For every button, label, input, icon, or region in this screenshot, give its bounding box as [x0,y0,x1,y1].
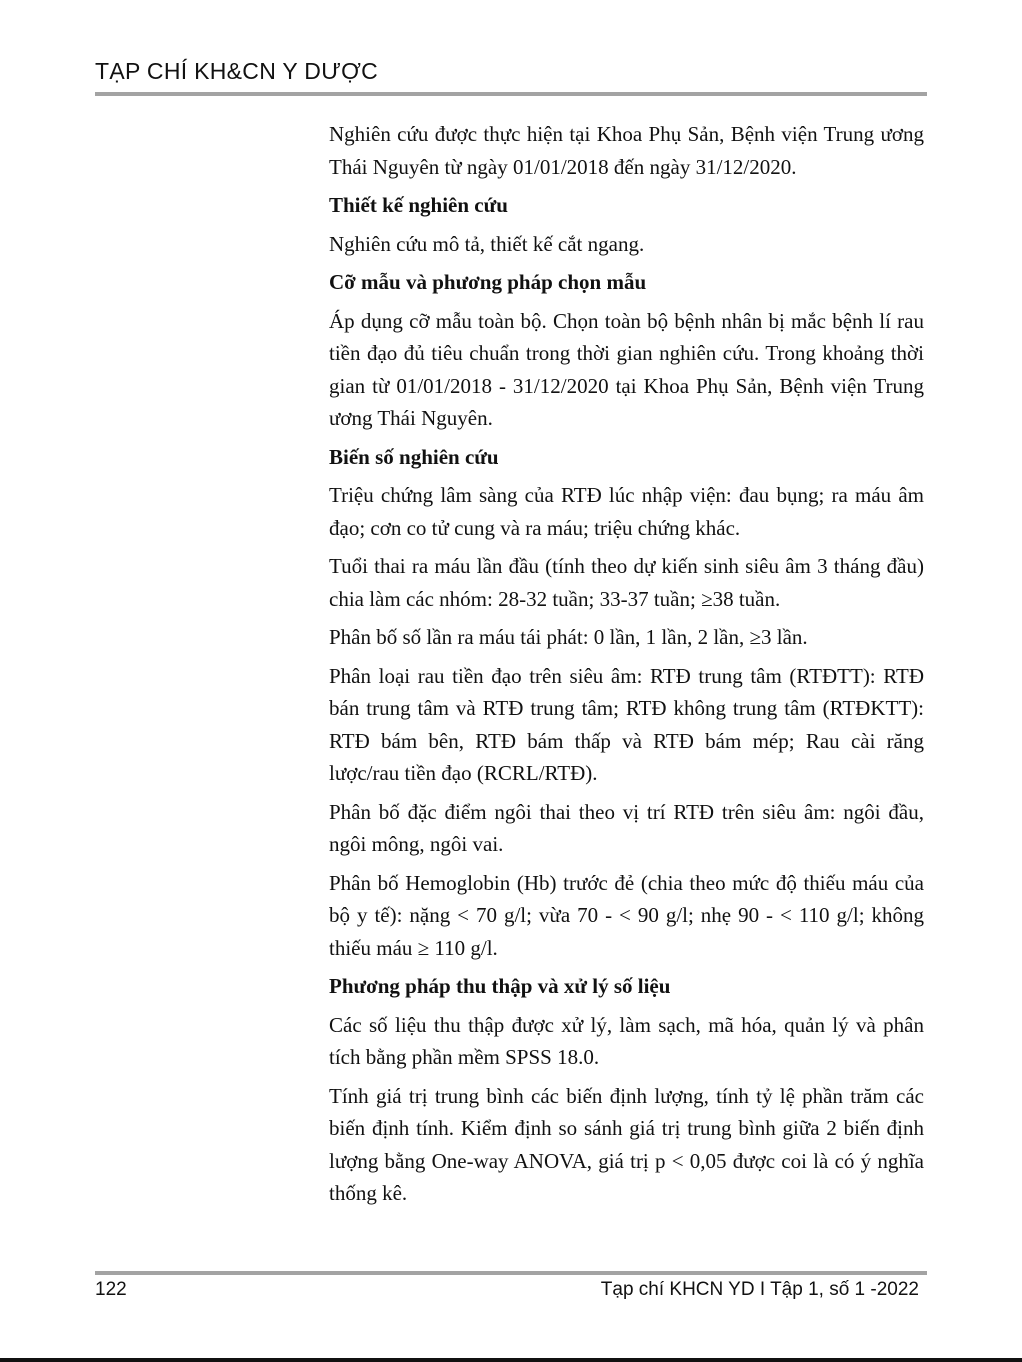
paragraph: Tuổi thai ra máu lần đầu (tính theo dự kiến sinh siêu âm 3 tháng đầu) chia làm các nhóm: 28-32 tuần; 33-37 tuần; ≥38 tuần. [329,554,924,611]
paragraph: Nghiên cứu mô tả, thiết kế cắt ngang. [329,231,645,256]
page-number: 122 [95,1279,127,1300]
page-bottom-edge [0,1358,1022,1362]
section-heading: Phương pháp thu thập và xử lý số liệu [329,974,671,998]
paragraph: Áp dụng cỡ mẫu toàn bộ. Chọn toàn bộ bệnh nhân bị mắc bệnh lí rau tiền đạo đủ tiêu chuẩn trong thời gian nghiên cứu. Trong khoảng thời gian từ 01/01/2018 - 31/12/2020 tại Khoa Phụ Sản, Bệnh viện Trung ương Thái Nguyên. [329,308,924,430]
header-rule [95,92,927,96]
journal-title: TẠP CHÍ KH&CN Y DƯỢC [95,58,379,84]
paragraph: Phân bố đặc điểm ngôi thai theo vị trí RTĐ trên siêu âm: ngôi đầu, ngôi mông, ngôi vai. [329,799,924,856]
paragraph: Phân loại rau tiền đạo trên siêu âm: RTĐ trung tâm (RTĐTT): RTĐ bán trung tâm và RTĐ trung tâm; RTĐ không trung tâm (RTĐKTT): RTĐ bám bên, RTĐ bám thấp và RTĐ bám mép; Rau cài răng lược/rau tiền đạo (RCRL/RTĐ). [329,663,924,785]
paragraph: Nghiên cứu được thực hiện tại Khoa Phụ Sản, Bệnh viện Trung ương Thái Nguyên từ ngày 01/01/2018 đến ngày 31/12/2020. [329,122,924,179]
footer-journal-info: Tạp chí KHCN YD I Tập 1, số 1 -2022 [600,1279,919,1300]
paragraph: Tính giá trị trung bình các biến định lượng, tính tỷ lệ phần trăm các biến định tính. Kiểm định so sánh giá trị trung bình giữa 2 biến định lượng bằng One-way ANOVA, giá trị p < 0,05 được coi là có ý nghĩa thống kê. [329,1083,924,1205]
section-heading: Cỡ mẫu và phương pháp chọn mẫu [329,270,647,294]
section-heading: Biến số nghiên cứu [329,444,499,469]
paragraph: Triệu chứng lâm sàng của RTĐ lúc nhập viện: đau bụng; ra máu âm đạo; cơn co tử cung và ra máu; triệu chứng khác. [329,483,924,540]
paragraph: Phân bố số lần ra máu tái phát: 0 lần, 1 lần, 2 lần, ≥3 lần. [329,625,808,649]
article-body [329,118,924,1216]
paragraph: Phân bố Hemoglobin (Hb) trước đẻ (chia theo mức độ thiếu máu của bộ y tế): nặng < 70 g/l; vừa 70 - < 90 g/l; nhẹ 90 - < 110 g/l; không thiếu máu ≥ 110 g/l. [329,870,924,960]
section-heading: Thiết kế nghiên cứu [329,193,508,217]
footer-rule [95,1271,927,1275]
paragraph: Các số liệu thu thập được xử lý, làm sạch, mã hóa, quản lý và phân tích bằng phần mềm SPSS 18.0. [329,1012,924,1069]
